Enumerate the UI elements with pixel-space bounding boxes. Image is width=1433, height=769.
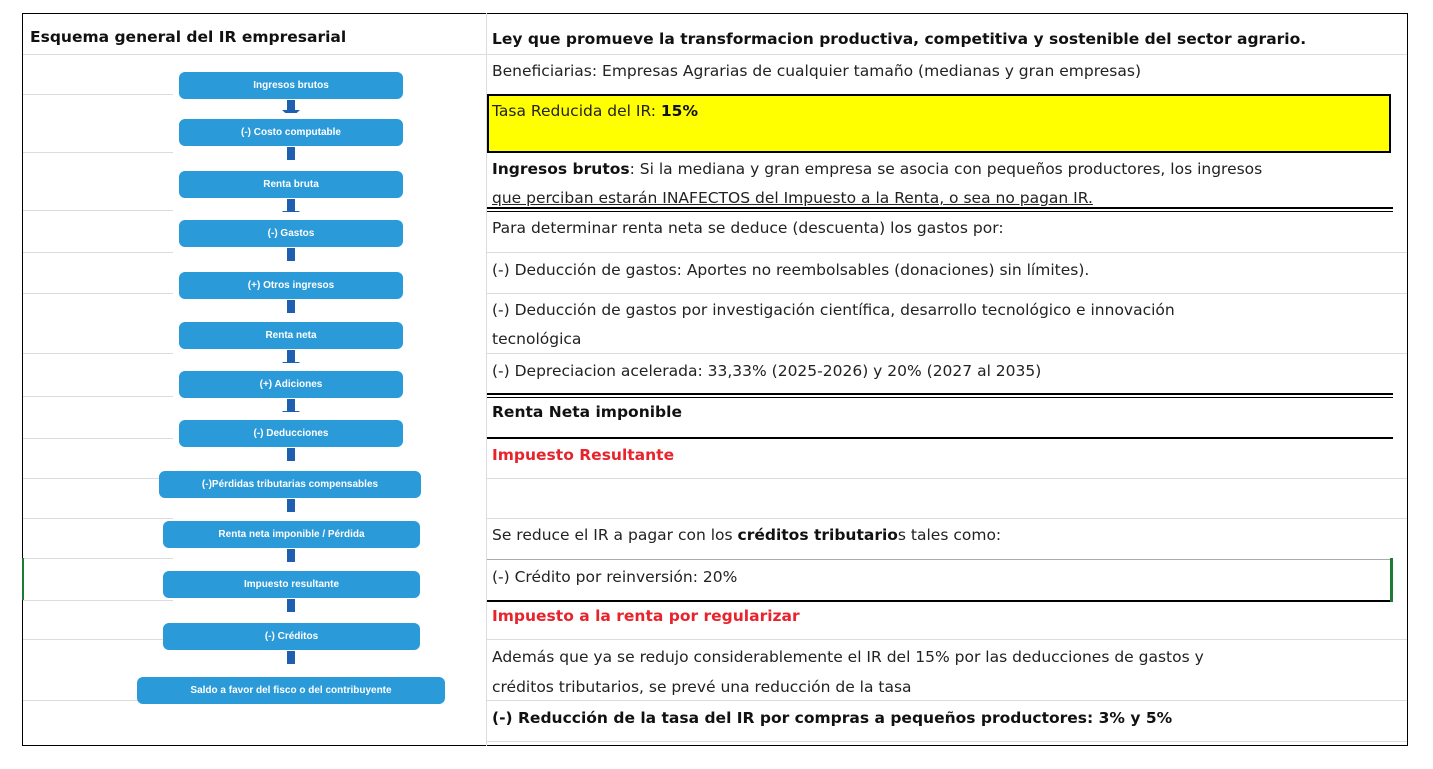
- deduccion-investigacion-2: tecnológica: [492, 330, 582, 348]
- down-arrow-icon: [282, 399, 300, 412]
- grid-line: [487, 293, 1407, 294]
- tasa-label: Tasa Reducida del IR:: [492, 102, 661, 120]
- grid-line: [23, 252, 173, 253]
- creditos-post: s tales como:: [897, 526, 1002, 544]
- down-arrow-icon: [282, 651, 300, 664]
- down-arrow-icon: [282, 549, 300, 562]
- flow-step-renta-neta-imponible: Renta neta imponible / Pérdida: [163, 521, 420, 548]
- ingresos-brutos-text: [492, 155, 1390, 184]
- flow-step-ingresos-brutos: Ingresos brutos: [179, 72, 403, 99]
- ingresos-text: : Si la mediana y gran empresa se asocia con pequeños productores, los ingresos: [629, 160, 1263, 178]
- flow-step-perdidas-tributarias: (-)Pérdidas tributarias compensables: [159, 471, 421, 498]
- flow-step-deducciones: (-) Deducciones: [179, 420, 403, 447]
- grid-line: [23, 558, 173, 559]
- down-arrow-icon: [282, 100, 300, 113]
- selection-edge: [1390, 558, 1393, 602]
- grid-line: [487, 639, 1407, 640]
- credito-reinversion: (-) Crédito por reinversión: 20%: [492, 568, 738, 586]
- creditos-bold: créditos tributario: [737, 526, 898, 544]
- down-arrow-icon: [282, 499, 300, 512]
- grid-line: [487, 741, 1407, 742]
- flow-step-adiciones: (+) Adiciones: [179, 371, 403, 398]
- double-rule: [487, 393, 1393, 395]
- down-arrow-icon: [282, 248, 300, 261]
- grid-line: [23, 478, 173, 479]
- flow-step-costo-computable: (-) Costo computable: [179, 119, 403, 146]
- tasa-reducida: [492, 97, 1390, 126]
- down-arrow-icon: [282, 300, 300, 313]
- deduccion-investigacion: (-) Deducción de gastos por investigación científica, desarrollo tecnológico e innovación: [492, 301, 1175, 319]
- grid-line: [23, 152, 173, 153]
- creditos-intro: [492, 521, 1390, 550]
- grid-line: [23, 94, 173, 95]
- grid-line: [23, 438, 173, 439]
- grid-line: [23, 353, 173, 354]
- grid-line: [487, 518, 1407, 519]
- down-arrow-icon: [282, 147, 300, 160]
- down-arrow-icon: [282, 199, 300, 212]
- renta-neta-imponible: Renta Neta imponible: [492, 403, 682, 421]
- ingresos-brutos-text-2: que perciban estarán INAFECTOS del Impuesto a la Renta, o sea no pagan IR.: [492, 189, 1093, 207]
- impuesto-resultante: Impuesto Resultante: [492, 446, 675, 464]
- rule: [487, 437, 1393, 439]
- grid-line: [487, 252, 1407, 253]
- grid-line: [23, 54, 1407, 55]
- down-arrow-icon: [282, 448, 300, 461]
- renta-neta-intro: Para determinar renta neta se deduce (descuenta) los gastos por:: [492, 219, 1004, 237]
- grid-line: [487, 559, 1392, 560]
- grid-line: [23, 518, 173, 519]
- tasa-value: 15%: [660, 102, 698, 120]
- flow-step-creditos: (-) Créditos: [163, 623, 420, 650]
- flow-step-otros-ingresos: (+) Otros ingresos: [179, 272, 403, 299]
- depreciacion-acelerada: (-) Depreciacion acelerada: 33,33% (2025-2026) y 20% (2027 al 2035): [492, 362, 1042, 380]
- ingresos-label: Ingresos brutos: [492, 160, 630, 178]
- down-arrow-icon: [282, 599, 300, 612]
- flow-step-renta-bruta: Renta bruta: [179, 171, 403, 198]
- flow-step-gastos: (-) Gastos: [179, 220, 403, 247]
- deduccion-donaciones: (-) Deducción de gastos: Aportes no reembolsables (donaciones) sin límites).: [492, 261, 1090, 279]
- grid-line: [23, 210, 173, 211]
- law-title: Ley que promueve la transformacion productiva, competitiva y sostenible del sector agrario.: [492, 30, 1307, 48]
- creditos-pre: Se reduce el IR a pagar con los: [492, 526, 738, 544]
- grid-line: [23, 293, 173, 294]
- double-rule: [487, 211, 1393, 212]
- grid-line: [487, 478, 1407, 479]
- left-title: Esquema general del IR empresarial: [30, 28, 347, 46]
- flow-step-renta-neta: Renta neta: [179, 322, 403, 349]
- selection-edge: [22, 558, 24, 600]
- double-rule: [487, 207, 1393, 209]
- down-arrow-icon: [282, 350, 300, 363]
- grid-line: [23, 396, 173, 397]
- flow-step-impuesto-resultante: Impuesto resultante: [163, 571, 420, 598]
- flow-step-saldo-a-favor: Saldo a favor del fisco o del contribuyente: [137, 677, 445, 704]
- reduccion-tasa: (-) Reducción de la tasa del IR por compras a pequeños productores: 3% y 5%: [492, 709, 1173, 727]
- beneficiarias-text: Beneficiarias: Empresas Agrarias de cualquier tamaño (medianas y gran empresas): [492, 62, 1142, 80]
- grid-line: [23, 600, 173, 601]
- ademas-text-2: créditos tributarios, se prevé una reducción de la tasa: [492, 678, 912, 696]
- impuesto-regularizar: Impuesto a la renta por regularizar: [492, 607, 800, 625]
- grid-line: [23, 639, 173, 640]
- ademas-text: Además que ya se redujo considerablemente el IR del 15% por las deducciones de gastos y: [492, 648, 1204, 666]
